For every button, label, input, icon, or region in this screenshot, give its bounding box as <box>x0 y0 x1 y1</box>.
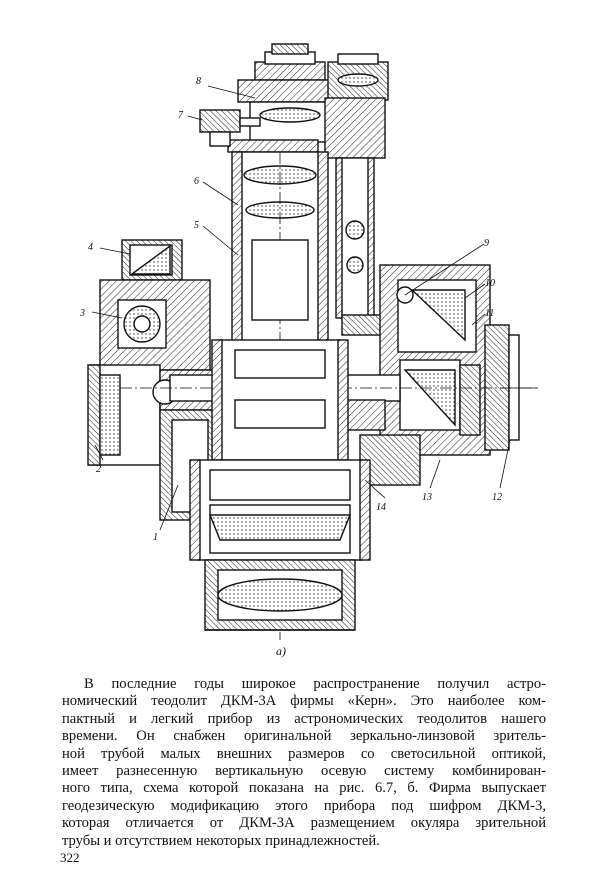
figure-subcaption: а) <box>276 644 286 658</box>
callout-7: 7 <box>178 110 183 121</box>
callout-1: 1 <box>153 532 158 543</box>
theodolite-section-drawing <box>60 40 540 665</box>
paragraph-line: которая отличается от ДКМ-3А размещением окуляра зрительной <box>62 815 546 832</box>
paragraph-line: времени. Он снабжен оригинальной зеркально-линзовой зритель- <box>62 728 546 745</box>
callout-6: 6 <box>194 176 199 187</box>
callout-3: 3 <box>80 308 85 319</box>
callout-2: 2 <box>96 464 101 475</box>
paragraph-line: ного типа, схема которой показана на рис. 6.7, б. Фирма выпускает <box>62 780 546 797</box>
callout-8: 8 <box>196 76 201 87</box>
callout-9: 9 <box>484 238 489 249</box>
callout-10: 10 <box>485 278 495 289</box>
paragraph-line: геодезическую модификацию этого прибора под шифром ДКМ-3, <box>62 797 546 814</box>
paragraph-line: пактный и легкий прибор из астрономических теодолитов нашего <box>62 710 546 727</box>
callout-14: 14 <box>376 502 386 513</box>
body-paragraph <box>62 676 546 850</box>
callout-5: 5 <box>194 220 199 231</box>
paragraph-line: трубы и отсутствием некоторых принадлежностей. <box>62 832 380 849</box>
callout-4: 4 <box>88 242 93 253</box>
paragraph-line: имеет разнесенную вертикальную осевую систему комбинирован- <box>62 763 546 780</box>
paragraph-line: ной трубой малых внешних размеров со светосильной оптикой, <box>62 745 546 762</box>
callout-12: 12 <box>492 492 502 503</box>
callout-13: 13 <box>422 492 432 503</box>
callout-11: 11 <box>485 308 495 319</box>
page-number: 322 <box>60 850 80 865</box>
paragraph-line: номический теодолит ДКМ-3А фирмы «Керн». Это наиболее ком- <box>62 693 546 710</box>
paragraph-line: В последние годы широкое распространение получил астро- <box>84 676 546 692</box>
